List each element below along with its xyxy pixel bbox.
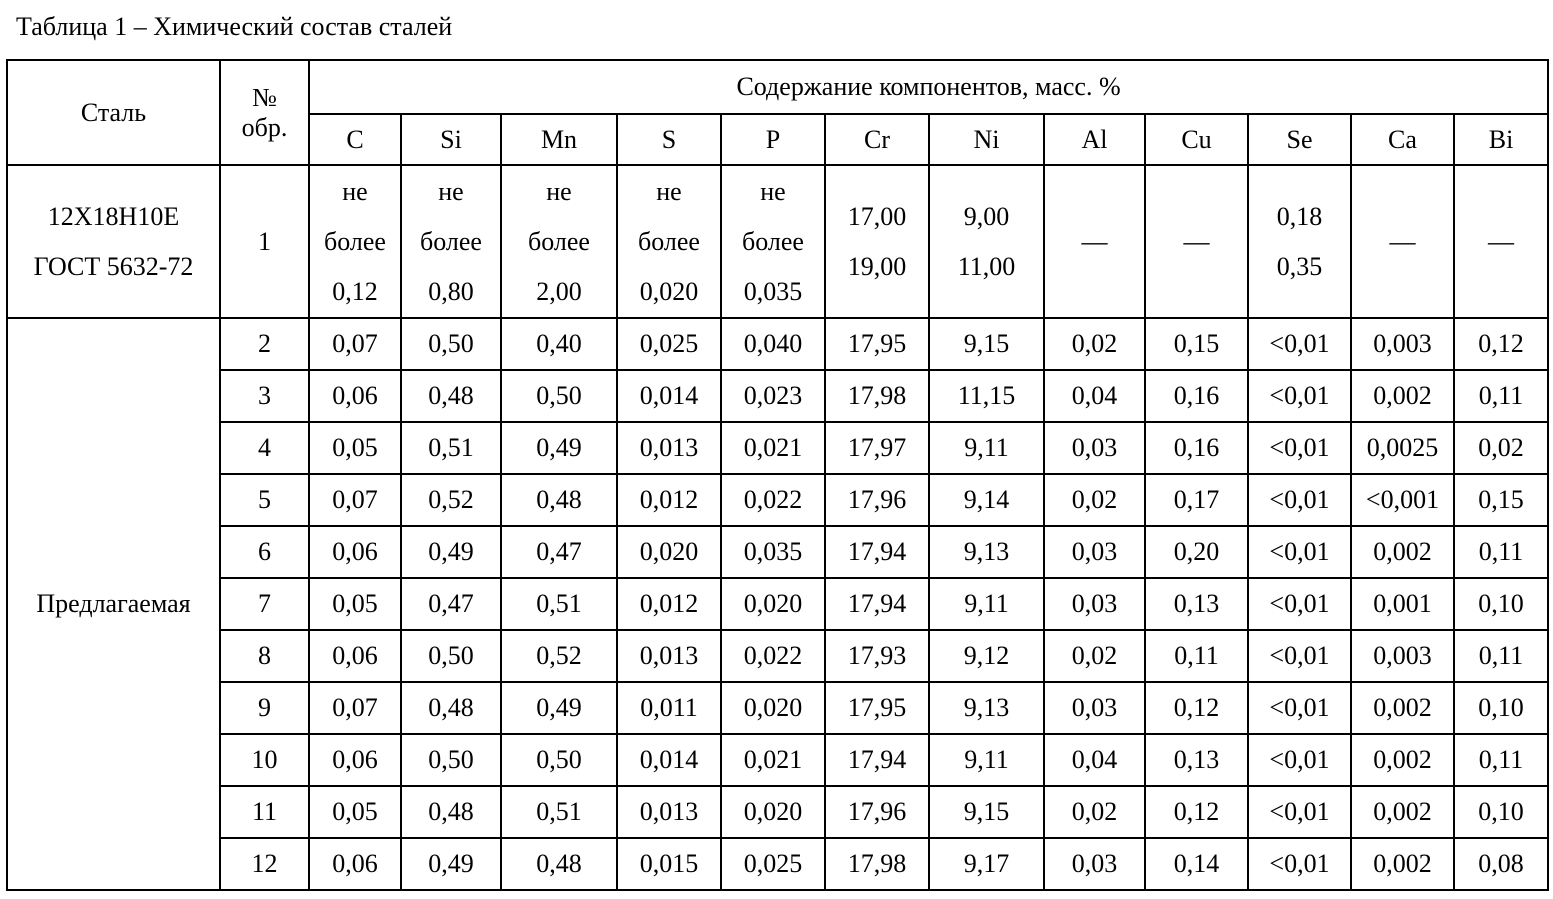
value-cell-p: 0,025 xyxy=(721,838,825,890)
table-row xyxy=(7,422,1548,474)
value-cell-bi: 0,10 xyxy=(1454,578,1548,630)
value-cell-mn: 0,50 xyxy=(501,734,617,786)
table-row xyxy=(7,370,1548,422)
value-cell-cu: 0,12 xyxy=(1145,786,1248,838)
value-cell-si: 0,51 xyxy=(401,422,501,474)
reference-row xyxy=(7,165,1548,318)
value-cell-mn: 0,48 xyxy=(501,474,617,526)
value-cell-c: 0,05 xyxy=(309,578,401,630)
value-cell-ca: 0,003 xyxy=(1351,630,1454,682)
value-cell-s: 0,020 xyxy=(617,526,721,578)
sample-number: 11 xyxy=(220,786,309,838)
value-cell-ca: 0,002 xyxy=(1351,838,1454,890)
sample-number: 8 xyxy=(220,630,309,682)
value-cell-ca: 0,001 xyxy=(1351,578,1454,630)
value-cell-s: 0,013 xyxy=(617,422,721,474)
value-cell-al: 0,02 xyxy=(1044,786,1145,838)
value-cell-mn: 0,52 xyxy=(501,630,617,682)
value-cell-s: 0,014 xyxy=(617,734,721,786)
value-cell-cu: 0,12 xyxy=(1145,682,1248,734)
value-cell-si: 0,47 xyxy=(401,578,501,630)
value-cell-al: 0,03 xyxy=(1044,682,1145,734)
value-cell-bi: 0,11 xyxy=(1454,526,1548,578)
value-cell-cr: 17,94 xyxy=(825,526,929,578)
header-element-si: Si xyxy=(401,114,501,165)
reference-cell-mn xyxy=(501,165,617,318)
header-element-cu: Cu xyxy=(1145,114,1248,165)
value-cell-ni: 9,11 xyxy=(929,578,1044,630)
value-cell-bi: 0,10 xyxy=(1454,786,1548,838)
value-cell-bi: 0,11 xyxy=(1454,630,1548,682)
sample-number: 7 xyxy=(220,578,309,630)
reference-cell-line: более xyxy=(324,226,386,256)
reference-cell-line: 0,12 xyxy=(332,276,378,306)
reference-cell-se xyxy=(1248,165,1351,318)
reference-cell-line: 2,00 xyxy=(536,276,582,306)
value-cell-c: 0,07 xyxy=(309,474,401,526)
value-cell-cu: 0,20 xyxy=(1145,526,1248,578)
value-cell-c: 0,07 xyxy=(309,682,401,734)
value-cell-mn: 0,49 xyxy=(501,682,617,734)
value-cell-ca: <0,001 xyxy=(1351,474,1454,526)
reference-cell-line: 17,00 xyxy=(847,201,907,231)
header-element-al: Al xyxy=(1044,114,1145,165)
header-element-se: Se xyxy=(1248,114,1351,165)
value-cell-se: <0,01 xyxy=(1248,474,1351,526)
value-cell-cr: 17,94 xyxy=(825,734,929,786)
value-cell-s: 0,012 xyxy=(617,578,721,630)
header-element-p: P xyxy=(721,114,825,165)
value-cell-cu: 0,13 xyxy=(1145,578,1248,630)
reference-cell-line: не xyxy=(656,176,682,206)
value-cell-ni: 9,15 xyxy=(929,786,1044,838)
value-cell-si: 0,50 xyxy=(401,318,501,370)
value-cell-p: 0,035 xyxy=(721,526,825,578)
value-cell-al: 0,03 xyxy=(1044,422,1145,474)
value-cell-p: 0,020 xyxy=(721,682,825,734)
value-cell-p: 0,023 xyxy=(721,370,825,422)
reference-steel-standard: ГОСТ 5632-72 xyxy=(33,251,194,281)
header-number-sign: № xyxy=(252,82,277,112)
value-cell-c: 0,07 xyxy=(309,318,401,370)
value-cell-cr: 17,97 xyxy=(825,422,929,474)
header-content: Содержание компонентов, масс. % xyxy=(309,60,1548,114)
reference-cell-line: 9,00 xyxy=(963,201,1010,231)
value-cell-cu: 0,14 xyxy=(1145,838,1248,890)
sample-number: 4 xyxy=(220,422,309,474)
reference-cell-line: 19,00 xyxy=(847,251,907,281)
value-cell-c: 0,06 xyxy=(309,630,401,682)
value-cell-ni: 11,15 xyxy=(929,370,1044,422)
value-cell-mn: 0,48 xyxy=(501,838,617,890)
value-cell-se: <0,01 xyxy=(1248,682,1351,734)
table-row xyxy=(7,474,1548,526)
reference-cell-si xyxy=(401,165,501,318)
value-cell-cr: 17,98 xyxy=(825,370,929,422)
value-cell-mn: 0,51 xyxy=(501,578,617,630)
reference-cell-line: не xyxy=(760,176,786,206)
value-cell-se: <0,01 xyxy=(1248,838,1351,890)
value-cell-bi: 0,10 xyxy=(1454,682,1548,734)
header-element-s: S xyxy=(617,114,721,165)
value-cell-ca: 0,002 xyxy=(1351,786,1454,838)
value-cell-cr: 17,98 xyxy=(825,838,929,890)
value-cell-p: 0,021 xyxy=(721,734,825,786)
sample-number: 2 xyxy=(220,318,309,370)
value-cell-se: <0,01 xyxy=(1248,578,1351,630)
header-element-bi: Bi xyxy=(1454,114,1548,165)
value-cell-si: 0,50 xyxy=(401,630,501,682)
value-cell-s: 0,015 xyxy=(617,838,721,890)
reference-cell-line: — xyxy=(1081,226,1108,256)
value-cell-al: 0,03 xyxy=(1044,578,1145,630)
reference-cell-ca xyxy=(1351,165,1454,318)
value-cell-cr: 17,95 xyxy=(825,318,929,370)
reference-cell-line: 0,020 xyxy=(639,276,699,306)
reference-sample-number: 1 xyxy=(220,165,309,318)
value-cell-cu: 0,13 xyxy=(1145,734,1248,786)
value-cell-ca: 0,002 xyxy=(1351,370,1454,422)
value-cell-ni: 9,11 xyxy=(929,734,1044,786)
value-cell-bi: 0,12 xyxy=(1454,318,1548,370)
value-cell-ca: 0,003 xyxy=(1351,318,1454,370)
value-cell-al: 0,03 xyxy=(1044,526,1145,578)
value-cell-ca: 0,002 xyxy=(1351,734,1454,786)
value-cell-si: 0,52 xyxy=(401,474,501,526)
header-element-cr: Cr xyxy=(825,114,929,165)
value-cell-al: 0,02 xyxy=(1044,474,1145,526)
value-cell-si: 0,49 xyxy=(401,838,501,890)
value-cell-se: <0,01 xyxy=(1248,422,1351,474)
value-cell-si: 0,49 xyxy=(401,526,501,578)
value-cell-ni: 9,13 xyxy=(929,526,1044,578)
reference-cell-p xyxy=(721,165,825,318)
value-cell-mn: 0,47 xyxy=(501,526,617,578)
value-cell-mn: 0,49 xyxy=(501,422,617,474)
sample-number: 10 xyxy=(220,734,309,786)
reference-cell-line: не xyxy=(342,176,368,206)
value-cell-ni: 9,13 xyxy=(929,682,1044,734)
value-cell-ni: 9,12 xyxy=(929,630,1044,682)
header-steel: Сталь xyxy=(7,60,220,165)
value-cell-al: 0,02 xyxy=(1044,318,1145,370)
value-cell-bi: 0,11 xyxy=(1454,370,1548,422)
header-element-mn: Mn xyxy=(501,114,617,165)
header-element-ca: Ca xyxy=(1351,114,1454,165)
value-cell-cu: 0,15 xyxy=(1145,318,1248,370)
reference-steel-grade: 12Х18Н10Е xyxy=(47,201,180,231)
value-cell-se: <0,01 xyxy=(1248,370,1351,422)
reference-cell-line: 0,80 xyxy=(428,276,474,306)
table-row xyxy=(7,682,1548,734)
reference-cell-line: более xyxy=(420,226,482,256)
value-cell-p: 0,022 xyxy=(721,630,825,682)
value-cell-cu: 0,16 xyxy=(1145,422,1248,474)
value-cell-ni: 9,15 xyxy=(929,318,1044,370)
reference-cell-al xyxy=(1044,165,1145,318)
value-cell-cu: 0,16 xyxy=(1145,370,1248,422)
value-cell-s: 0,012 xyxy=(617,474,721,526)
sample-number: 6 xyxy=(220,526,309,578)
sample-number: 12 xyxy=(220,838,309,890)
reference-cell-line: 0,35 xyxy=(1276,251,1323,281)
reference-cell-cr xyxy=(825,165,929,318)
reference-cell-line: 0,18 xyxy=(1276,201,1323,231)
value-cell-s: 0,014 xyxy=(617,370,721,422)
reference-cell-line: не xyxy=(546,176,572,206)
reference-cell-s xyxy=(617,165,721,318)
table-row xyxy=(7,838,1548,890)
reference-cell-bi xyxy=(1454,165,1548,318)
value-cell-c: 0,06 xyxy=(309,526,401,578)
value-cell-al: 0,04 xyxy=(1044,370,1145,422)
reference-cell-ni xyxy=(929,165,1044,318)
value-cell-cr: 17,96 xyxy=(825,786,929,838)
value-cell-c: 0,06 xyxy=(309,370,401,422)
value-cell-p: 0,020 xyxy=(721,578,825,630)
value-cell-cr: 17,94 xyxy=(825,578,929,630)
header-sample-number xyxy=(220,60,309,165)
value-cell-ca: 0,002 xyxy=(1351,526,1454,578)
reference-cell-line: более xyxy=(528,226,590,256)
table-caption: Таблица 1 – Химический состав сталей xyxy=(16,12,453,41)
sample-number: 9 xyxy=(220,682,309,734)
value-cell-ca: 0,002 xyxy=(1351,682,1454,734)
value-cell-cr: 17,96 xyxy=(825,474,929,526)
table-row xyxy=(7,786,1548,838)
value-cell-c: 0,06 xyxy=(309,734,401,786)
value-cell-si: 0,48 xyxy=(401,370,501,422)
value-cell-ni: 9,11 xyxy=(929,422,1044,474)
chemical-composition-table xyxy=(6,59,1549,891)
reference-cell-line: более xyxy=(742,226,804,256)
value-cell-ca: 0,0025 xyxy=(1351,422,1454,474)
table-row xyxy=(7,526,1548,578)
reference-cell-line: не xyxy=(438,176,464,206)
reference-cell-line: — xyxy=(1183,226,1210,256)
value-cell-p: 0,021 xyxy=(721,422,825,474)
value-cell-si: 0,50 xyxy=(401,734,501,786)
value-cell-mn: 0,51 xyxy=(501,786,617,838)
value-cell-se: <0,01 xyxy=(1248,526,1351,578)
value-cell-bi: 0,08 xyxy=(1454,838,1548,890)
sample-number: 3 xyxy=(220,370,309,422)
table-row xyxy=(7,630,1548,682)
value-cell-p: 0,020 xyxy=(721,786,825,838)
value-cell-al: 0,04 xyxy=(1044,734,1145,786)
value-cell-c: 0,06 xyxy=(309,838,401,890)
value-cell-ni: 9,14 xyxy=(929,474,1044,526)
value-cell-bi: 0,02 xyxy=(1454,422,1548,474)
value-cell-s: 0,025 xyxy=(617,318,721,370)
header-element-c: C xyxy=(309,114,401,165)
value-cell-se: <0,01 xyxy=(1248,318,1351,370)
table-row xyxy=(7,318,1548,370)
value-cell-p: 0,022 xyxy=(721,474,825,526)
reference-cell-line: 11,00 xyxy=(957,251,1016,281)
proposed-steel: Предлагаемая xyxy=(7,318,220,890)
value-cell-cr: 17,95 xyxy=(825,682,929,734)
table-row xyxy=(7,578,1548,630)
reference-steel xyxy=(7,165,220,318)
value-cell-cr: 17,93 xyxy=(825,630,929,682)
value-cell-bi: 0,11 xyxy=(1454,734,1548,786)
value-cell-s: 0,013 xyxy=(617,630,721,682)
value-cell-c: 0,05 xyxy=(309,422,401,474)
reference-cell-line: — xyxy=(1389,226,1416,256)
reference-cell-line: 0,035 xyxy=(743,276,803,306)
value-cell-c: 0,05 xyxy=(309,786,401,838)
value-cell-si: 0,48 xyxy=(401,682,501,734)
header-number-abbrev: обр. xyxy=(241,112,288,142)
value-cell-mn: 0,40 xyxy=(501,318,617,370)
value-cell-se: <0,01 xyxy=(1248,734,1351,786)
table-row xyxy=(7,734,1548,786)
header-element-ni: Ni xyxy=(929,114,1044,165)
value-cell-al: 0,02 xyxy=(1044,630,1145,682)
value-cell-cu: 0,17 xyxy=(1145,474,1248,526)
value-cell-se: <0,01 xyxy=(1248,630,1351,682)
reference-cell-line: — xyxy=(1488,226,1515,256)
value-cell-bi: 0,15 xyxy=(1454,474,1548,526)
value-cell-al: 0,03 xyxy=(1044,838,1145,890)
reference-cell-c xyxy=(309,165,401,318)
value-cell-s: 0,011 xyxy=(617,682,721,734)
value-cell-se: <0,01 xyxy=(1248,786,1351,838)
reference-cell-cu xyxy=(1145,165,1248,318)
value-cell-mn: 0,50 xyxy=(501,370,617,422)
value-cell-ni: 9,17 xyxy=(929,838,1044,890)
value-cell-si: 0,48 xyxy=(401,786,501,838)
value-cell-cu: 0,11 xyxy=(1145,630,1248,682)
value-cell-p: 0,040 xyxy=(721,318,825,370)
value-cell-s: 0,013 xyxy=(617,786,721,838)
sample-number: 5 xyxy=(220,474,309,526)
reference-cell-line: более xyxy=(638,226,700,256)
header-row-1 xyxy=(7,60,1548,114)
